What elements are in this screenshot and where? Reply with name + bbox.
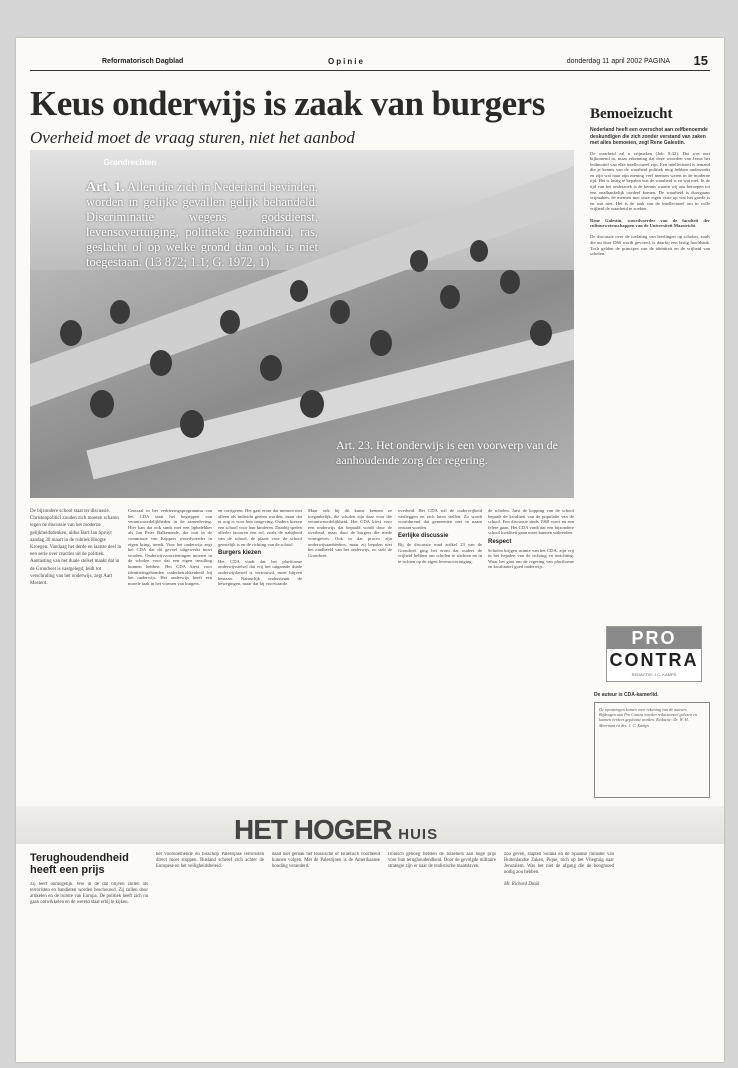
redaction-tag: REDACTIE: J.C. KAMPS xyxy=(631,672,677,677)
hoger-title-main: HET HOGER xyxy=(234,814,392,845)
page-headline: Keus onderwijs is zaak van burgers xyxy=(30,84,545,123)
article-column xyxy=(218,508,302,798)
sidebar-text: De waarheid zal u vrijmaken (Joh. 8:32). Dat was niet bijkomend in, maar erkenning dat deze woorden van Jezus het leidmotief van elke intellectueel zijn. Een intellectueel is iemand die je kennis van de waarheid politiek mog hebben onderzoekt en zijn wat naar zijn mening veel mensen waren in de moderne tijd. Het is lastig te bepalen wat de waarheid is en wat niet. In de tijd van het onderzoek is de kennis waarin wij ons beroepen tot een onafhankelijk oordeel komen. De waarheid is doorgaans vrijmaken, de mensen met onze eigen visie op wat het goede is en wat niet. Het is de taak van de intellectueel om in volle vrijheid de waarheid te zoeken. xyxy=(590,150,710,212)
author-note: De auteur is CDA-kamerlid. xyxy=(594,692,659,698)
sidebar-body xyxy=(590,151,710,671)
column-text: overheid. Het CDA wil de oudervrijheid vastleggen en zich laten stellen. Zo wordt voortdurend dat gemeenten niet in naam onstaat worden. xyxy=(398,508,482,530)
column-text: de scholen. Juist de kopping van de school bepaalt de kwaliteit van de populatie van de school. Een discussie sinds 1968 voert nu een felere gaan. Het CDA vindt dat een bijzondere school kwaliteit gaan moet kunnen uitbreiden. xyxy=(488,508,574,536)
article-column xyxy=(308,508,392,798)
column-text: Maar ook bij dit kunst kennen ze toegankelijk, die scholen zijn daar voor die verantwoordelijkheid. Het CDA kiest voor een onderwijs dat bepaald wordt door de overheid, maar door de burgers die mede vormgeven. Ook in dat proces zijn onderwijsaanbieders, maar zij bepalen niet het eindbeeld van het onderwijs, zo stelt de Grondwet. xyxy=(308,508,392,558)
subheading: Burgers kiezen xyxy=(218,550,262,557)
column-text: daad niet gemak het Russische of Israelisch voorbeeld kunnen volgen. Met de Palestijnen is de Amerikaanse houding veranderd. xyxy=(272,852,380,869)
column-text: het voornoemende en bisschop Palestijnse terroristen direct moet stoppen. Rusland schreef zich achter de Europese en het veiligheidsbeleid. xyxy=(156,852,264,869)
article-column xyxy=(488,508,574,798)
photo-person xyxy=(410,250,428,272)
article-23-quote: Art. 23. Het onderwijs is een voorwerp van de aanhoudende zorg der regering. xyxy=(336,438,558,467)
photo-person xyxy=(90,390,114,418)
column-text: zou geven, stapten Solana en de Spaanse minister van Buitenlandse Zaken, Pique, toch op het Vliegtuig naar Jeruzalem. Was het niet de afgang die de hoogmoed nodig zou hebben. xyxy=(504,852,614,875)
photo-person xyxy=(60,320,82,346)
bottom-column xyxy=(30,882,148,1052)
pro-label: PRO xyxy=(607,627,701,649)
issue-date: donderdag 11 april 2002 PAGINA xyxy=(566,58,670,65)
photo-person xyxy=(330,300,350,324)
photo-person xyxy=(500,270,520,294)
sidebar-intro: Nederland heeft een overschot aan zelfbenoemde deskundigen die zich zonder verstand van zaken met alles bemoeien, zegt Rene Galestin. xyxy=(590,127,708,146)
photo-person xyxy=(220,310,240,334)
page-number: 15 xyxy=(693,53,708,68)
bottom-column xyxy=(388,852,496,1052)
bottom-column xyxy=(504,852,614,1052)
column-text: en corrigeren. Het gaat erom dat mensen niet alleen als individu gezien worden, maar dat er oog is voor hun omgeving. Ouders kiezen een school voor hun kinderen. Daarbij spelen allerlei factoren een rol, zoals de nabijheid van de school, de plaats voor de school geestelijk is en de richting van de school. xyxy=(218,508,302,547)
photo-person xyxy=(260,355,282,381)
column-spacer xyxy=(580,508,588,509)
photo-person xyxy=(110,300,130,324)
masthead xyxy=(30,53,710,71)
photo-person xyxy=(150,350,172,376)
bottom-column xyxy=(156,852,264,1052)
photo-person xyxy=(300,390,324,418)
article-1-quote xyxy=(86,180,318,270)
subheading: Eerlijke discussie xyxy=(398,533,449,540)
photo-person xyxy=(290,280,308,302)
photo-person xyxy=(370,330,392,356)
column-text: Zij leert onmogelijk. Wie in de dat blijven zullen als terroristen en bandieten worden beschouwd. Zij zullen door artikelen en de ruimte van Europa. De politiek heeft zich nu gaan ontwikkelen en de wereld staat erbij te kijken. xyxy=(30,882,148,905)
photo-person xyxy=(470,240,488,262)
photo-person xyxy=(530,320,552,346)
bottom-author: Mr. Richard Dusik xyxy=(504,882,540,887)
opinion-sidebar xyxy=(590,106,710,671)
bottom-column xyxy=(272,852,380,1052)
article-1-lead: Art. 1. xyxy=(86,180,125,195)
column-text: Centraal in het verkiezingsprogramma van het CDA staat het begrippen van verantwoordelijkheden in de samenleving. Hier kan dat ook sinds met een liphelekker als Jan Peter Balkenende, die ooit in de commissie van Koppers woordvoerder in eigen kring, treedt. Voor het onderwijs zegt het CDA dat dit gevoel uitgewerkt moet worden. Onderwijsvoorzieningen moeten in de scholen voor dat een eigen invulling kunnen hebben. Het CDA kiest voor identiteitsgebonden ouderbetrokkenheid bij het onderwijs. Het onderwijs heeft een morele taak in het vormen van burgers. xyxy=(128,508,212,586)
hoger-title-suffix: HUIS xyxy=(398,826,439,843)
pro-contra-logo xyxy=(606,626,702,682)
hoger-huis-title xyxy=(234,814,438,846)
column-text: Ironisch genoeg fietsten de Israeliers aan hoge prijs voor hun terughoudendheid. Door de gevolgde militaire strategie zijn er naar de realistische maatstaven. xyxy=(388,852,496,869)
photo-person xyxy=(180,410,204,438)
bottom-article-headline: Terughoudendheid heeft een prijs xyxy=(30,852,129,876)
page-subheadline: Overheid moet de vraag sturen, niet het aanbod xyxy=(30,128,355,147)
newspaper-page xyxy=(16,38,724,1062)
article-column xyxy=(398,508,482,798)
parliament-photo xyxy=(30,150,574,498)
article-1-text: Allen die zich in Nederland bevinden, worden in gelijke gevallen gelijk behandeld. Discriminatie wegens godsdienst, levensovertuiging, politieke gezindheid, ras, geslacht of op welke grond dan ook, is niet toegestaan. (13 872; 1.1; G. 1972, 1) xyxy=(86,180,318,269)
subheading: Respect xyxy=(488,538,512,545)
contra-label: CONTRA xyxy=(609,650,699,670)
section-name: Opinie xyxy=(328,57,365,66)
column-text: Scholen krijgen ruimte van het CDA, zijn vrij in het bepalen van de richting en inrichting. Waar het gaat om de regering van pluriforme en kwalitatief goed onderwijs. xyxy=(488,547,574,570)
sidebar-author: Rene Galestin, woordvoerder van de faculteit der cultuurwetenschappen van de Universiteit Maastricht xyxy=(590,217,710,229)
intro-caption: De bijzondere school staat ter discussie. Christenpolitici zouden zich moeten scharen tegen de discussie van het moderne gelijkheidsdenken, aldus Bart Jan Spruyt aandag 30 maart in de rubriek Hoogte Kroegen. Vandaag het derde en laatste deel in een serie over reacties uit de politiek. Aantasting van het duale stelsel maakt dat in de Grondwet is vastgelegd, leidt tot verschraling van het onderwijs, zegt Aart Mesterd. xyxy=(30,509,122,587)
photo-person xyxy=(440,285,460,309)
sidebar-text-extra: De discussie over de toelating van leerlingen op scholen, zoals die nu door D66 wordt gevoerd, is daarbij een lastig hoofdstuk. Toch gelden de principes van de identiteit en de vrijheid van scholen. xyxy=(590,234,710,257)
paper-name: Reformatorisch Dagblad xyxy=(102,58,184,65)
column-text: Bij de discussie rond artikel 23 van de Grondwet ging het erom dat ouders de vrijheid hebben om scholen te stichten en in te richten op de eigen levensovertuiging. xyxy=(398,541,482,564)
disclaimer-box: De opvattingen komen voor rekening van de auteurs. Bijdragen aan Pro Contra worden redactioneel gelezen en kunnen verkort geplaatst worden. Redactie: Dr. W. H. Meerman en drs. J. C. Kamps xyxy=(594,702,710,798)
column-text: Het CDA vindt dat het pluriforme onderwijsstelsel dat vrij het uitgaande duale onderwijsbestel is vertrouwd, moet blijven bestaan. Natuurlijk ondersteunt de bewegingen, maar dat bij voorwaarde. xyxy=(218,558,302,587)
sidebar-title: Bemoeizucht xyxy=(590,106,673,122)
article-column xyxy=(128,508,212,798)
photo-label: Grondrechten xyxy=(103,158,157,167)
